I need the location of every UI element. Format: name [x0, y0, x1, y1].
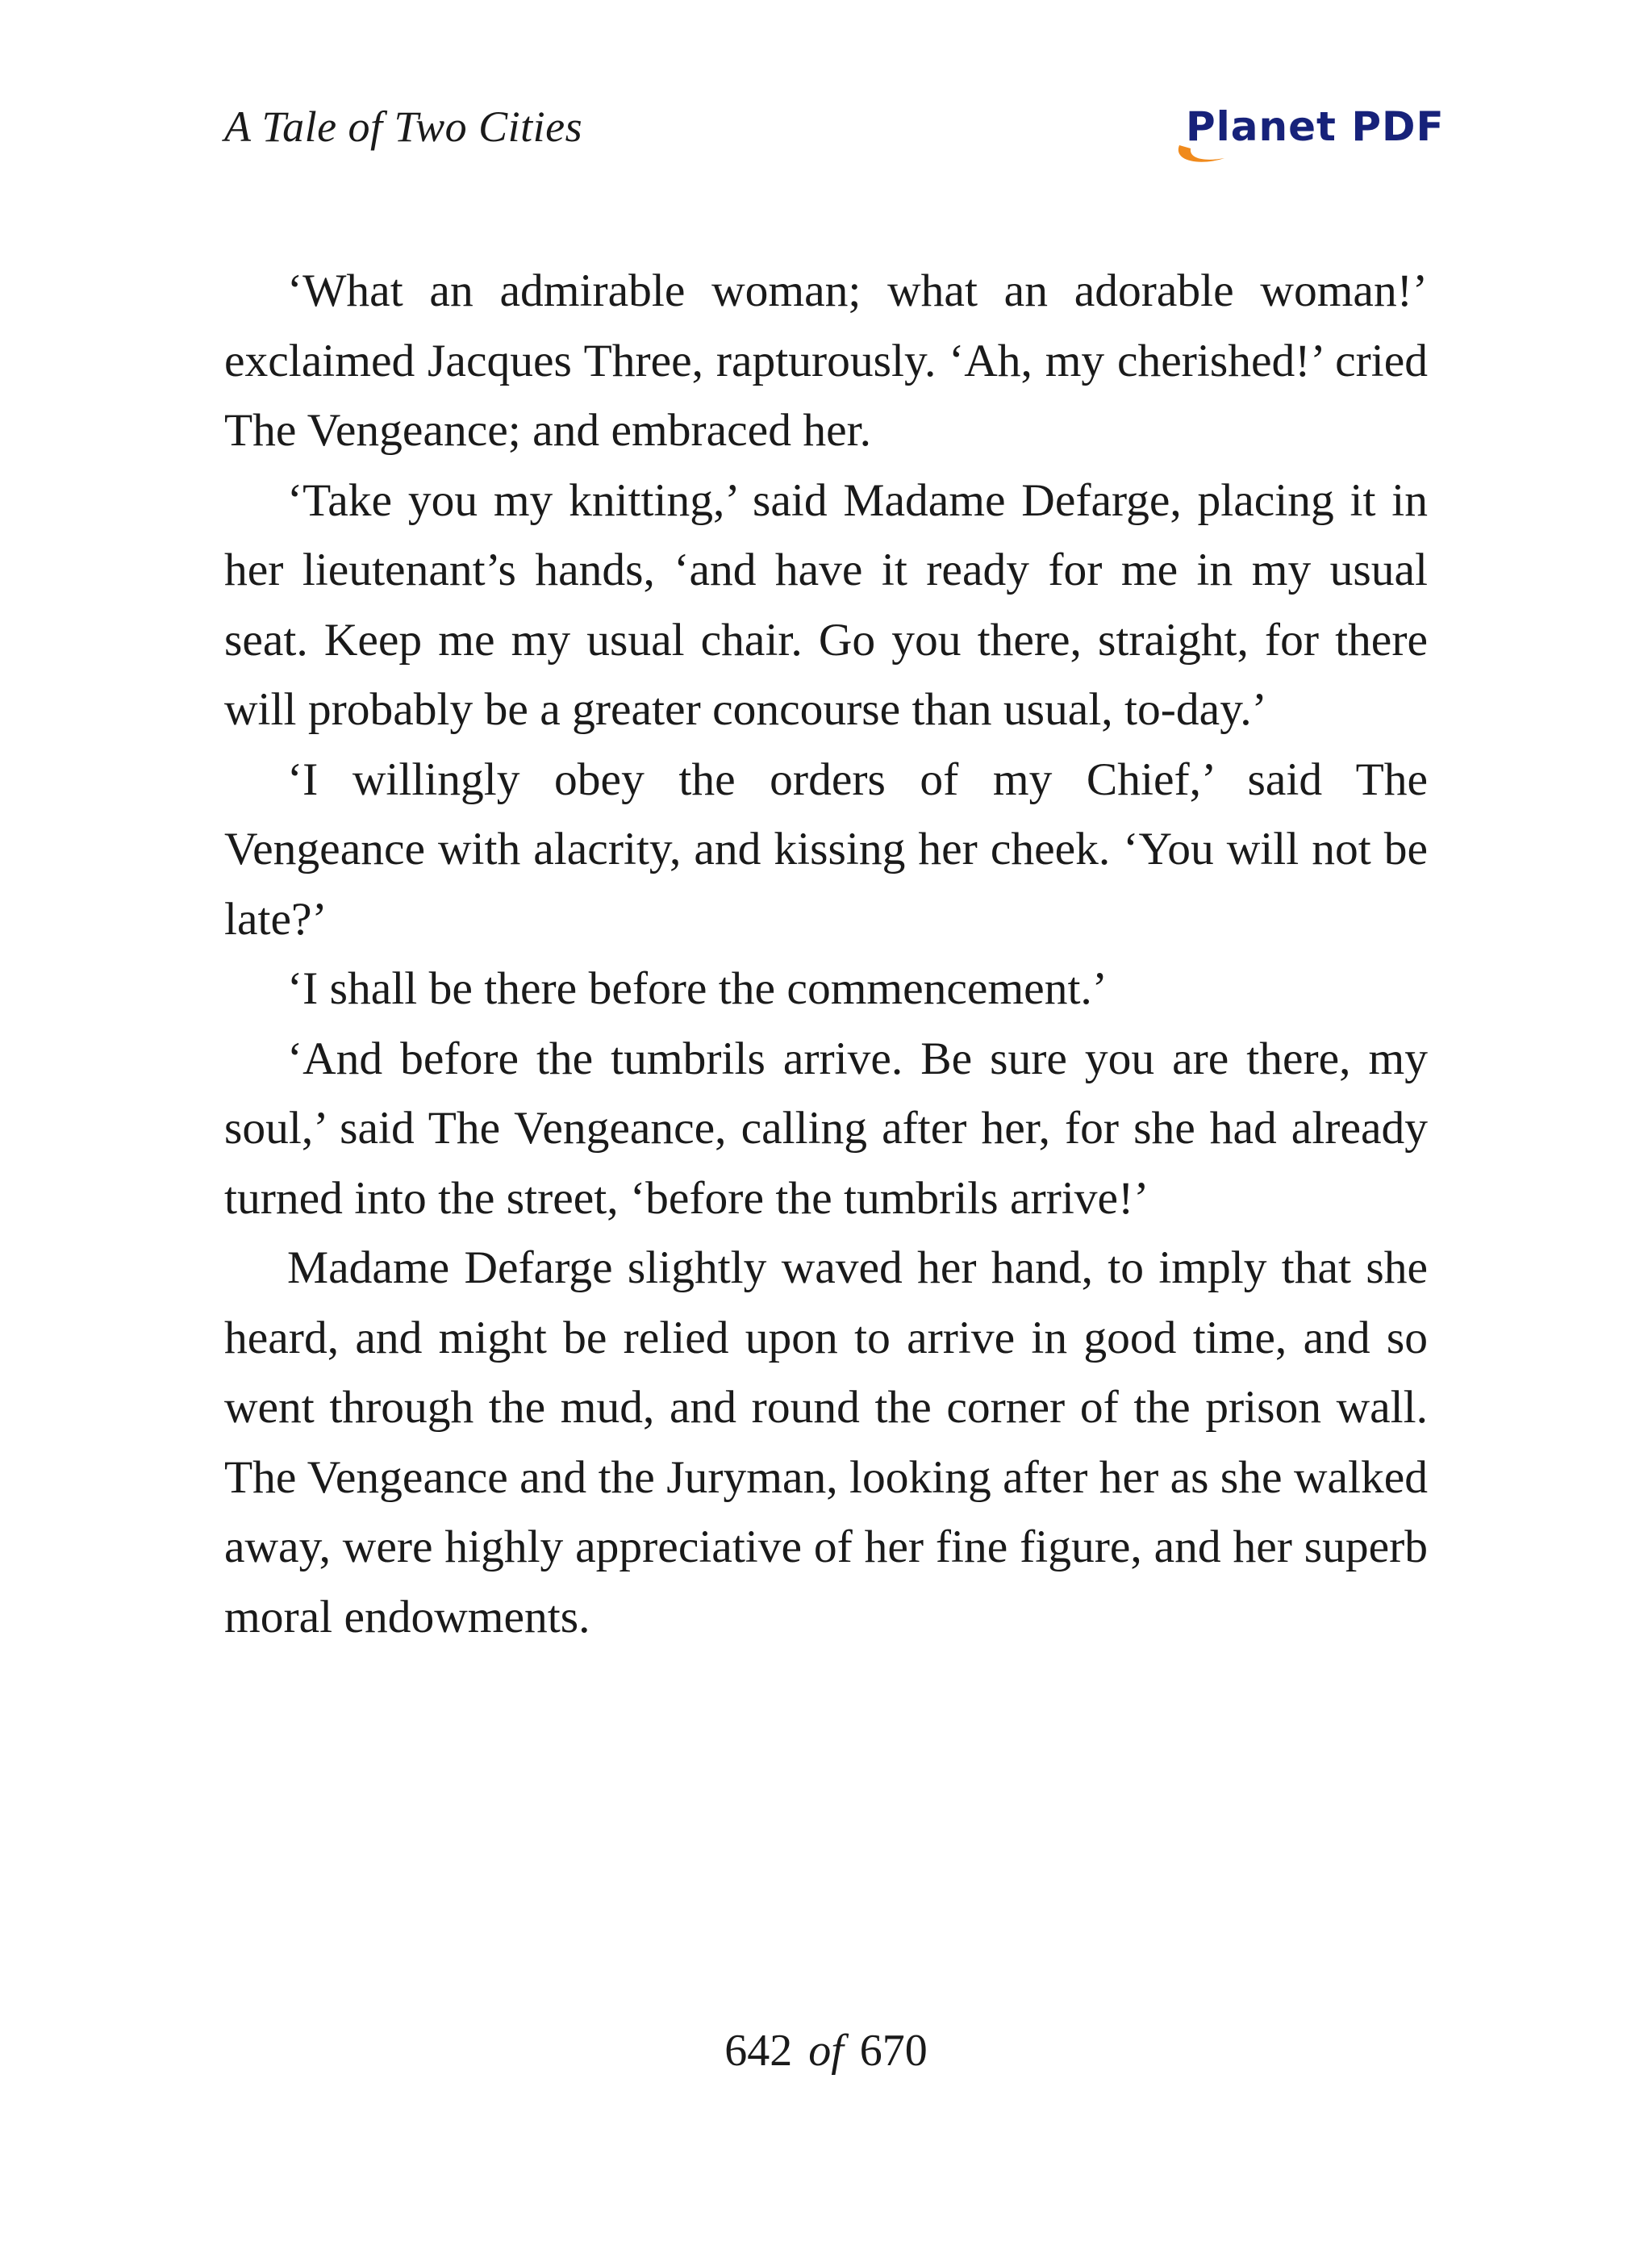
paragraph: ‘And before the tumbrils arrive. Be sure you are there, my soul,’ said The Vengeance, calling after her, for she had already turned into the street, ‘before the tumbrils arrive!’ [224, 1033, 1428, 1224]
paragraph: Madame Defarge slightly waved her hand, to imply that she heard, and might be relied upon to arrive in good time, and so went through the mud, and round the corner of the prison wall. The Vengeance and the Juryman, looking after her as she walked away, were highly appreciative of her fine figure, and her superb moral endowments. [224, 1242, 1428, 1642]
paragraph: ‘I shall be there before the commencement.’ [287, 963, 1108, 1014]
book-title: A Tale of Two Cities [224, 102, 583, 151]
current-page: 642 [724, 2026, 793, 2076]
paragraph: ‘What an admirable woman; what an adorable woman!’ exclaimed Jacques Three, rapturously. ‘Ah, my cherished!’ cried The Vengeance; and embraced her. [224, 265, 1428, 456]
planet-pdf-logo [1168, 98, 1445, 171]
paragraph: ‘Take you my knitting,’ said Madame Defarge, placing it in her lieutenant’s hands, ‘and have it ready for me in my usual seat. Keep me my usual chair. Go you there, straight, for there will probably be a greater concourse than usual, to-day.’ [224, 474, 1428, 735]
page-number [0, 2025, 1652, 2077]
total-pages: 670 [859, 2026, 928, 2076]
chapter-body [224, 257, 1428, 1652]
paragraph: ‘I willingly obey the orders of my Chief,’ said The Vengeance with alacrity, and kissing her cheek. ‘You will not be late?’ [224, 753, 1428, 945]
page-of-label: of [808, 2026, 844, 2076]
logo-text: Planet PDF [1186, 103, 1445, 150]
